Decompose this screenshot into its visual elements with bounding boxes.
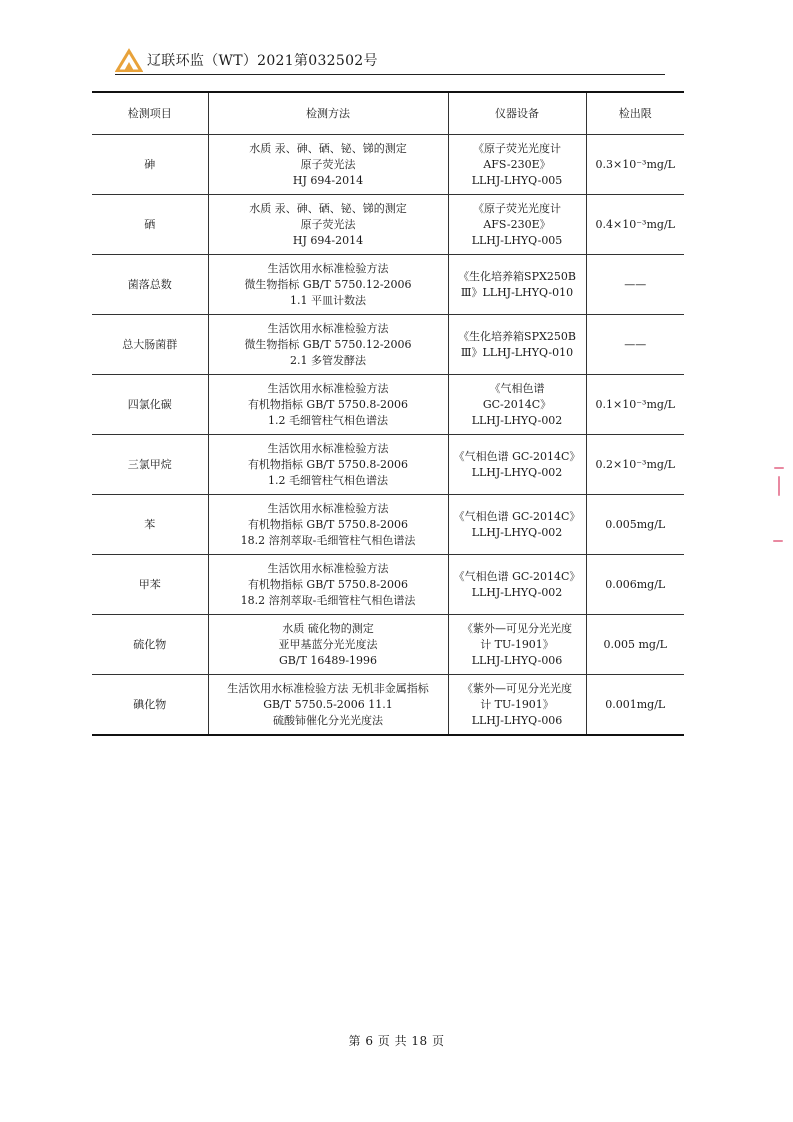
table-row <box>92 195 684 255</box>
cell-method <box>208 555 448 615</box>
table-row <box>92 615 684 675</box>
instrument-line: 《生化培养箱SPX250B <box>458 329 576 343</box>
method-line: 生活饮用水标准检验方法 <box>267 321 389 335</box>
table-row <box>92 675 684 736</box>
table-row <box>92 135 684 195</box>
cell-method <box>208 315 448 375</box>
cell-method <box>208 495 448 555</box>
method-line: 水质 汞、砷、硒、铋、锑的测定 <box>249 141 407 155</box>
cell-instrument <box>448 555 586 615</box>
method-line: 1.2 毛细管柱气相色谱法 <box>268 473 388 487</box>
method-line: 水质 硫化物的测定 <box>282 621 374 635</box>
cell-method <box>208 255 448 315</box>
table-header-row <box>92 92 684 135</box>
method-line: 有机物指标 GB/T 5750.8-2006 <box>247 577 409 591</box>
method-line: 18.2 溶剂萃取-毛细管柱气相色谱法 <box>240 593 416 607</box>
cell-instrument <box>448 675 586 736</box>
cell-detection-limit: 0.005mg/L <box>586 495 684 555</box>
cell-instrument <box>448 435 586 495</box>
detection-methods-table <box>92 91 684 736</box>
report-header <box>115 46 665 75</box>
cell-detection-limit: 0.3×10⁻³mg/L <box>586 135 684 195</box>
cell-item: 砷 <box>92 135 208 195</box>
cell-detection-limit: 0.2×10⁻³mg/L <box>586 435 684 495</box>
cell-detection-limit: 0.006mg/L <box>586 555 684 615</box>
cell-instrument <box>448 135 586 195</box>
cell-item: 总大肠菌群 <box>92 315 208 375</box>
table-row <box>92 375 684 435</box>
cell-method <box>208 675 448 736</box>
instrument-line: LLHJ-LHYQ-002 <box>471 585 563 599</box>
method-line: 微生物指标 GB/T 5750.12-2006 <box>244 337 412 351</box>
cell-item: 菌落总数 <box>92 255 208 315</box>
cell-item: 四氯化碳 <box>92 375 208 435</box>
instrument-line: LLHJ-LHYQ-005 <box>471 173 563 187</box>
page-number: 第 6 页 共 18 页 <box>348 1034 445 1048</box>
method-line: 生活饮用水标准检验方法 <box>267 441 389 455</box>
method-line: 生活饮用水标准检验方法 <box>267 561 389 575</box>
table-row <box>92 495 684 555</box>
table-row <box>92 315 684 375</box>
cell-method <box>208 135 448 195</box>
method-line: 生活饮用水标准检验方法 <box>267 261 389 275</box>
instrument-line: 计 TU-1901》 <box>480 697 554 711</box>
method-line: 有机物指标 GB/T 5750.8-2006 <box>247 397 409 411</box>
method-line: HJ 694-2014 <box>292 173 364 187</box>
cell-detection-limit: 0.001mg/L <box>586 675 684 736</box>
method-line: 亚甲基蓝分光光度法 <box>278 637 378 651</box>
method-line: GB/T 5750.5-2006 11.1 <box>263 697 393 711</box>
method-line: 原子荧光法 <box>300 217 356 231</box>
method-line: 微生物指标 GB/T 5750.12-2006 <box>244 277 412 291</box>
cell-detection-limit: —— <box>586 315 684 375</box>
cell-method <box>208 375 448 435</box>
table-body <box>92 135 684 736</box>
method-line: 2.1 多管发酵法 <box>290 353 366 367</box>
instrument-line: 《紫外—可见分光光度 <box>462 621 572 635</box>
instrument-line: 《气相色谱 GC-2014C》 <box>453 569 581 583</box>
cell-item: 碘化物 <box>92 675 208 736</box>
table-row <box>92 555 684 615</box>
instrument-line: 《原子荧光光度计 <box>473 201 561 215</box>
instrument-line: 《气相色谱 <box>489 381 545 395</box>
cell-instrument <box>448 255 586 315</box>
instrument-line: AFS-230E》 <box>483 157 551 171</box>
instrument-line: LLHJ-LHYQ-006 <box>471 653 563 667</box>
cell-method <box>208 435 448 495</box>
table-row <box>92 255 684 315</box>
instrument-line: LLHJ-LHYQ-006 <box>471 713 563 727</box>
cell-instrument <box>448 195 586 255</box>
cell-item: 硫化物 <box>92 615 208 675</box>
method-line: 原子荧光法 <box>300 157 356 171</box>
column-header-limit: 检出限 <box>586 92 684 135</box>
instrument-line: GC-2014C》 <box>482 397 552 411</box>
cell-detection-limit: 0.4×10⁻³mg/L <box>586 195 684 255</box>
company-logo-icon <box>115 48 143 72</box>
cell-instrument <box>448 375 586 435</box>
cell-detection-limit: 0.1×10⁻³mg/L <box>586 375 684 435</box>
cell-detection-limit: —— <box>586 255 684 315</box>
method-line: 生活饮用水标准检验方法 <box>267 381 389 395</box>
method-line: HJ 694-2014 <box>292 233 364 247</box>
instrument-line: Ⅲ》LLHJ-LHYQ-010 <box>460 285 574 299</box>
margin-mark-middle <box>778 476 780 496</box>
method-line: 水质 汞、砷、硒、铋、锑的测定 <box>249 201 407 215</box>
instrument-line: 《气相色谱 GC-2014C》 <box>453 449 581 463</box>
cell-instrument <box>448 315 586 375</box>
cell-detection-limit: 0.005 mg/L <box>586 615 684 675</box>
instrument-line: Ⅲ》LLHJ-LHYQ-010 <box>460 345 574 359</box>
column-header-method: 检测方法 <box>208 92 448 135</box>
method-line: 有机物指标 GB/T 5750.8-2006 <box>247 457 409 471</box>
instrument-line: LLHJ-LHYQ-005 <box>471 233 563 247</box>
method-line: 有机物指标 GB/T 5750.8-2006 <box>247 517 409 531</box>
cell-instrument <box>448 615 586 675</box>
column-header-item: 检测项目 <box>92 92 208 135</box>
column-header-instrument: 仪器设备 <box>448 92 586 135</box>
instrument-line: 《原子荧光光度计 <box>473 141 561 155</box>
cell-item: 甲苯 <box>92 555 208 615</box>
margin-mark-bottom <box>773 540 783 542</box>
instrument-line: LLHJ-LHYQ-002 <box>471 413 563 427</box>
instrument-line: LLHJ-LHYQ-002 <box>471 525 563 539</box>
instrument-line: 《生化培养箱SPX250B <box>458 269 576 283</box>
margin-mark-top <box>774 467 784 469</box>
method-line: 1.1 平皿计数法 <box>290 293 366 307</box>
instrument-line: 计 TU-1901》 <box>480 637 554 651</box>
method-line: 硫酸铈催化分光光度法 <box>273 713 383 727</box>
cell-item: 苯 <box>92 495 208 555</box>
instrument-line: 《气相色谱 GC-2014C》 <box>453 509 581 523</box>
cell-item: 硒 <box>92 195 208 255</box>
method-line: 生活饮用水标准检验方法 无机非金属指标 <box>227 681 429 695</box>
cell-instrument <box>448 495 586 555</box>
cell-method <box>208 195 448 255</box>
report-number: 辽联环监（WT）2021第032502号 <box>147 53 378 69</box>
instrument-line: 《紫外—可见分光光度 <box>462 681 572 695</box>
cell-item: 三氯甲烷 <box>92 435 208 495</box>
instrument-line: AFS-230E》 <box>483 217 551 231</box>
instrument-line: LLHJ-LHYQ-002 <box>471 465 563 479</box>
method-line: GB/T 16489-1996 <box>278 653 378 667</box>
method-line: 生活饮用水标准检验方法 <box>267 501 389 515</box>
table-row <box>92 435 684 495</box>
method-line: 1.2 毛细管柱气相色谱法 <box>268 413 388 427</box>
cell-method <box>208 615 448 675</box>
method-line: 18.2 溶剂萃取-毛细管柱气相色谱法 <box>240 533 416 547</box>
